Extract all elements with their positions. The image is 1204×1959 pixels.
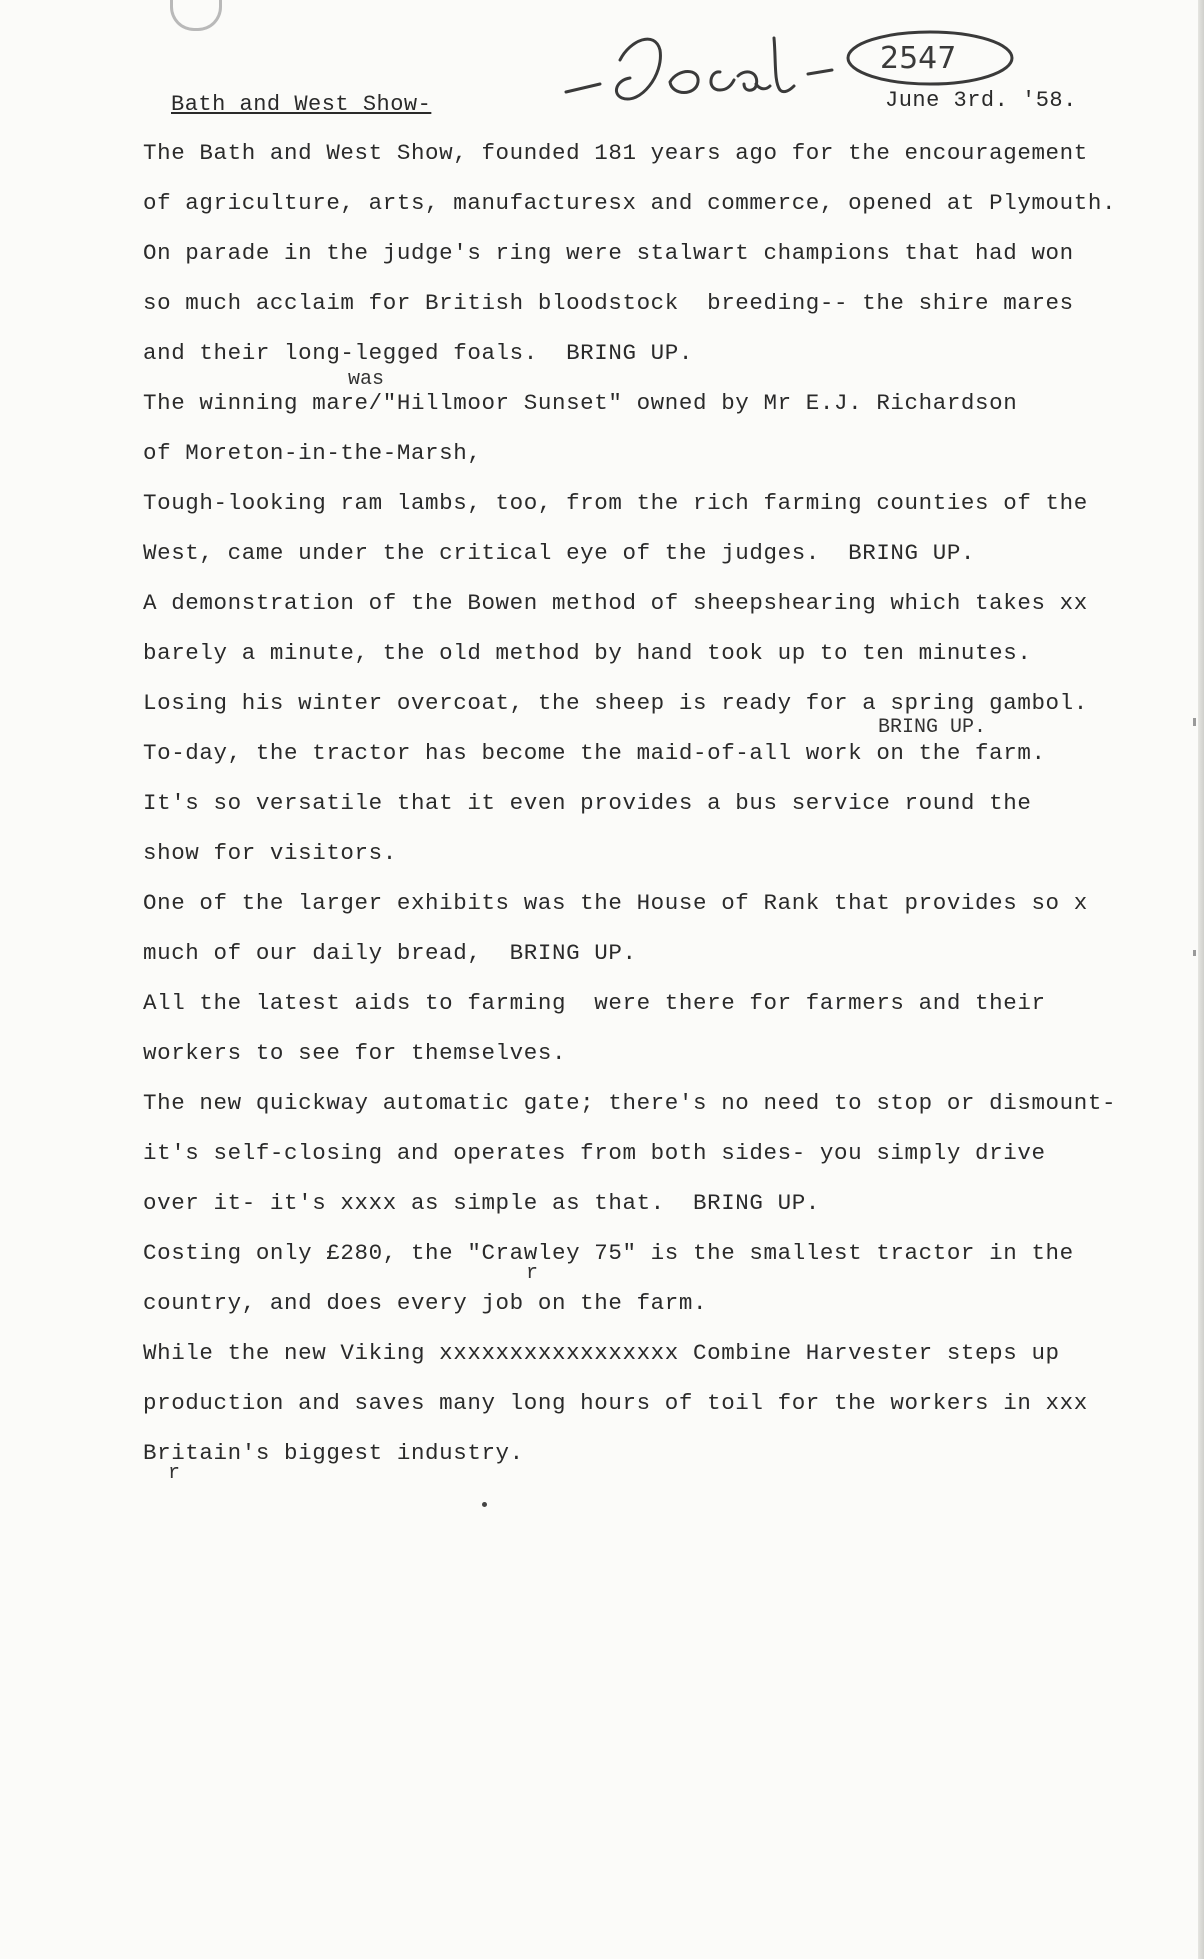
document-title: Bath and West Show- [171, 92, 432, 117]
staple-mark [170, 0, 222, 31]
text-line-7: of Moreton-in-the-Marsh, [143, 440, 482, 466]
text-line-6: The winning mare/"Hillmoor Sunset" owned by Mr E.J. Richardson [143, 390, 1018, 416]
text-line-11: barely a minute, the old method by hand took up to ten minutes. [143, 640, 1032, 666]
margin-mark [1193, 950, 1196, 956]
document-date: June 3rd. '58. [885, 88, 1077, 113]
text-line-23: Costing only £280, the "Crawley 75" is the smallest tractor in the [143, 1240, 1074, 1266]
text-line-22: over it- it's xxxx as simple as that. BRING UP. [143, 1190, 820, 1216]
interlinear-was: was [348, 368, 385, 391]
text-line-4: so much acclaim for British bloodstock breeding-- the shire mares [143, 290, 1074, 316]
text-line-24: country, and does every job on the farm. [143, 1290, 708, 1316]
text-line-15: show for visitors. [143, 840, 397, 866]
text-line-19: workers to see for themselves. [143, 1040, 567, 1066]
text-line-20: The new quickway automatic gate; there's no need to stop or dismount- [143, 1090, 1117, 1116]
ink-dot [482, 1502, 487, 1507]
text-line-13: To-day, the tractor has become the maid-of-all work on the farm. [143, 740, 1046, 766]
text-line-26: production and saves many long hours of toil for the workers in xxx [143, 1390, 1088, 1416]
handwritten-number: 2547 [880, 41, 957, 76]
scan-edge [1198, 0, 1204, 1959]
interlinear-bring-up: BRING UP. [878, 716, 987, 739]
interlinear-r-crawley: r [526, 1262, 539, 1285]
text-line-9: West, came under the critical eye of the judges. BRING UP. [143, 540, 976, 566]
text-line-1: The Bath and West Show, founded 181 years ago for the encouragement [143, 140, 1088, 166]
text-line-5: and their long-legged foals. BRING UP. [143, 340, 693, 366]
text-line-12: Losing his winter overcoat, the sheep is ready for a spring gambol. [143, 690, 1088, 716]
text-line-14: It's so versatile that it even provides a bus service round the [143, 790, 1032, 816]
text-line-3: On parade in the judge's ring were stalwart champions that had won [143, 240, 1074, 266]
text-line-16: One of the larger exhibits was the House of Rank that provides so x [143, 890, 1088, 916]
text-line-18: All the latest aids to farming were there for farmers and their [143, 990, 1046, 1016]
handwritten-annotation-text: - Local - [560, 20, 566, 21]
text-line-10: A demonstration of the Bowen method of sheepshearing which takes xx [143, 590, 1088, 616]
text-line-25: While the new Viking xxxxxxxxxxxxxxxxx Combine Harvester steps up [143, 1340, 1060, 1366]
text-line-27: Britain's biggest industry. [143, 1440, 524, 1466]
text-line-8: Tough-looking ram lambs, too, from the rich farming counties of the [143, 490, 1088, 516]
margin-mark [1193, 718, 1196, 726]
text-line-17: much of our daily bread, BRING UP. [143, 940, 637, 966]
text-line-21: it's self-closing and operates from both sides- you simply drive [143, 1140, 1046, 1166]
interlinear-r-britain: r [168, 1462, 181, 1485]
text-line-2: of agriculture, arts, manufacturesx and commerce, opened at Plymouth. [143, 190, 1117, 216]
